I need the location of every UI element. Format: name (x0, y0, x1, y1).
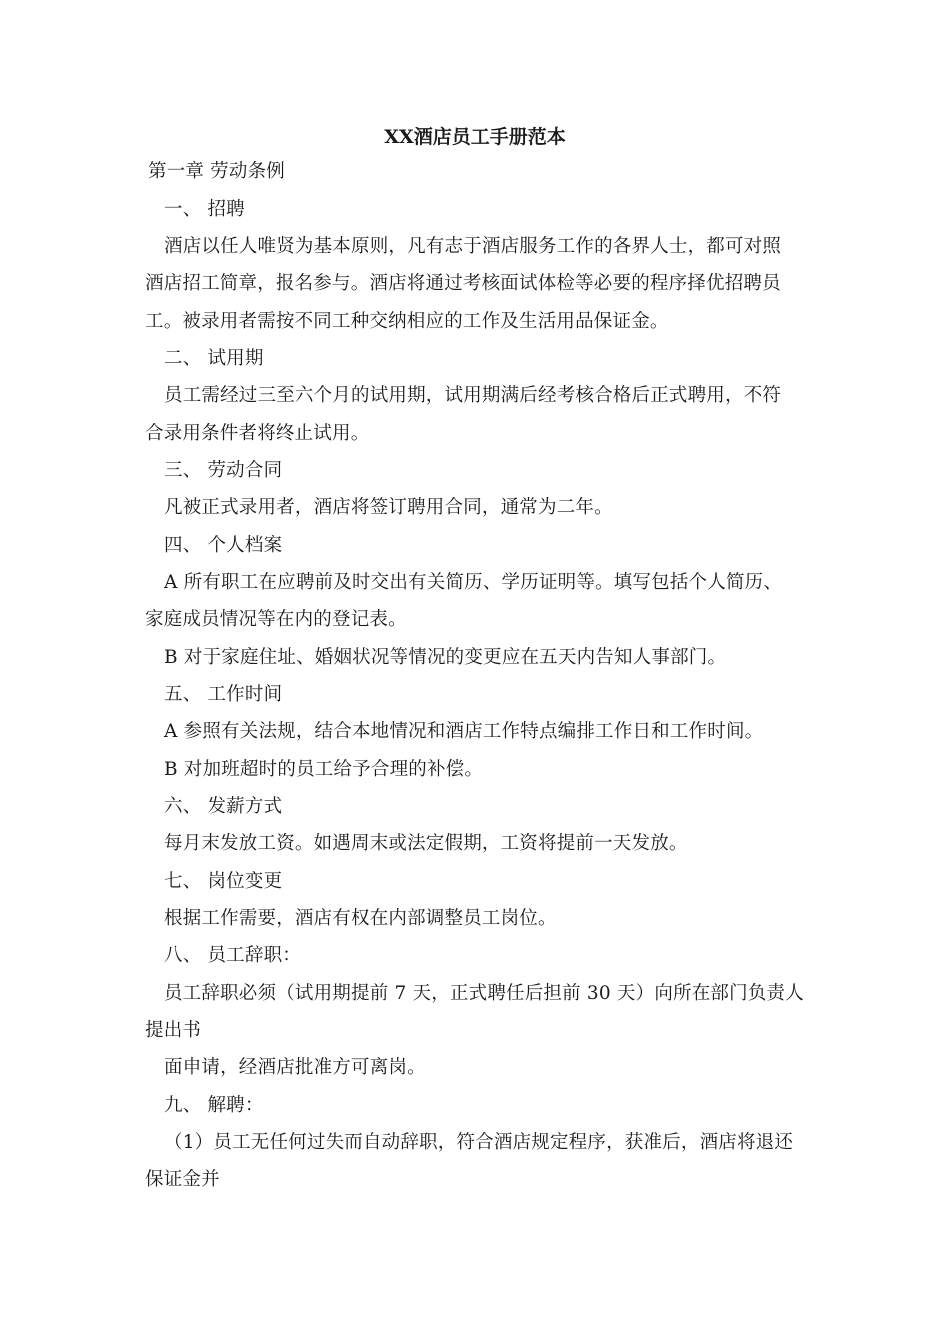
paragraph-line: A 所有职工在应聘前及时交出有关简历、学历证明等。填写包括个人简历、 (164, 572, 783, 593)
section-heading: 四、 个人档案 (164, 535, 283, 556)
paragraph-line: 家庭成员情况等在内的登记表。 (145, 609, 407, 630)
paragraph-line: 酒店以任人唯贤为基本原则，凡有志于酒店服务工作的各界人士，都可对照 (164, 236, 782, 257)
paragraph-line: （1）员工无任何过失而自动辞职，符合酒店规定程序，获准后，酒店将退还 (164, 1132, 794, 1153)
paragraph-line: 凡被正式录用者，酒店将签订聘用合同，通常为二年。 (164, 497, 613, 518)
section-heading: 二、 试用期 (164, 348, 264, 369)
paragraph-line: 工。被录用者需按不同工种交纳相应的工作及生活用品保证金。 (145, 311, 669, 332)
section-heading: 五、 工作时间 (164, 684, 283, 705)
section-heading: 一、 招聘 (164, 199, 245, 220)
paragraph-line: B 对于家庭住址、婚姻状况等情况的变更应在五天内告知人事部门。 (164, 647, 727, 668)
section-heading: 九、 解聘： (164, 1095, 264, 1116)
paragraph-line: 根据工作需要，酒店有权在内部调整员工岗位。 (164, 908, 557, 929)
paragraph-line: 合录用条件者将终止试用。 (145, 423, 370, 444)
paragraph-line: 员工需经过三至六个月的试用期，试用期满后经考核合格后正式聘用，不符 (164, 385, 782, 406)
section-heading: 六、 发薪方式 (164, 796, 283, 817)
paragraph-line: 酒店招工简章，报名参与。酒店将通过考核面试体检等必要的程序择优招聘员 (145, 273, 781, 294)
section-heading: 三、 劳动合同 (164, 460, 283, 481)
section-heading: 七、 岗位变更 (164, 871, 283, 892)
document-title: XX酒店员工手册范本 (384, 126, 566, 148)
paragraph-line: 每月末发放工资。如遇周末或法定假期，工资将提前一天发放。 (164, 833, 688, 854)
section-heading: 八、 员工辞职： (164, 945, 301, 966)
paragraph-line: 员工辞职必须（试用期提前 7 天，正式聘任后担前 30 天）向所在部门负责人 (164, 983, 804, 1004)
chapter-heading: 第一章 劳动条例 (148, 161, 285, 182)
paragraph-line: 提出书 (145, 1020, 202, 1041)
paragraph-line: B 对加班超时的员工给予合理的补偿。 (164, 759, 484, 780)
paragraph-line: A 参照有关法规，结合本地情况和酒店工作特点编排工作日和工作时间。 (164, 721, 764, 742)
paragraph-line: 面申请，经酒店批准方可离岗。 (164, 1057, 426, 1078)
paragraph-line: 保证金并 (145, 1169, 220, 1190)
